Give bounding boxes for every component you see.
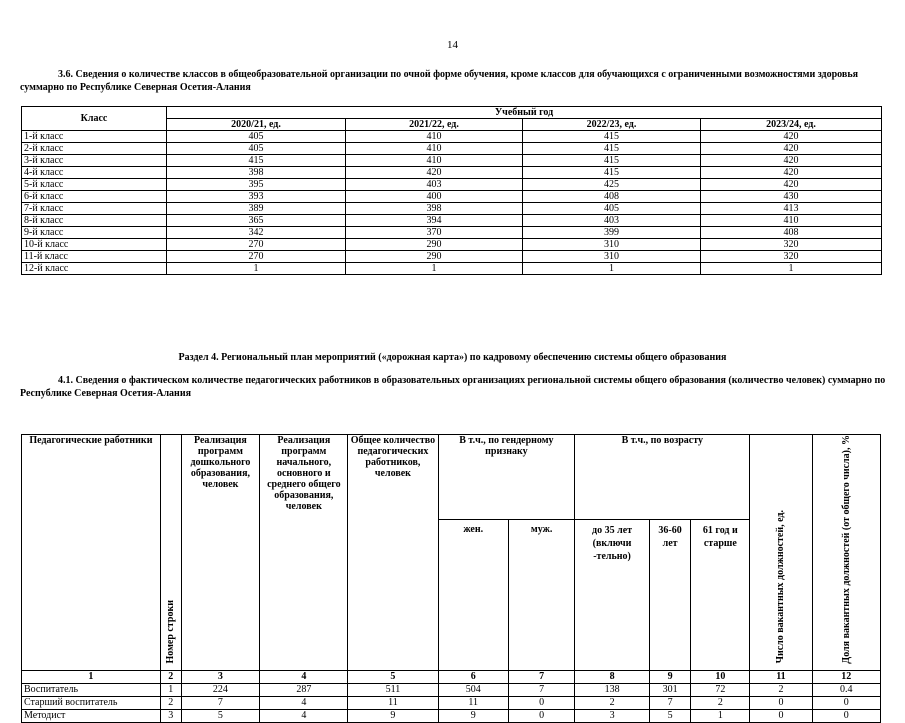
class-count-cell: 403 xyxy=(346,179,523,191)
class-count-cell: 1 xyxy=(523,263,701,275)
header-preschool: Реализация программ дошкольного образования, человек xyxy=(181,435,260,671)
value-cell: 0 xyxy=(812,696,880,709)
class-count-cell: 405 xyxy=(167,143,346,155)
class-name: 12-й класс xyxy=(22,263,167,275)
value-cell: 3 xyxy=(575,709,650,722)
class-name: 9-й класс xyxy=(22,227,167,239)
column-number: 12 xyxy=(812,670,880,683)
position-name: Методист xyxy=(22,709,161,722)
value-cell: 504 xyxy=(438,683,508,696)
value-cell: 5 xyxy=(181,709,260,722)
class-count-cell: 320 xyxy=(701,251,882,263)
table-row xyxy=(22,251,882,263)
value-cell: 0 xyxy=(750,709,812,722)
table-row xyxy=(22,155,882,167)
value-cell: 5 xyxy=(649,709,690,722)
value-cell: 7 xyxy=(181,696,260,709)
value-cell: 2 xyxy=(691,696,750,709)
value-cell: 224 xyxy=(181,683,260,696)
value-cell: 1 xyxy=(691,709,750,722)
class-count-cell: 408 xyxy=(523,191,701,203)
section-4-title: Раздел 4. Региональный план мероприятий («дорожная карта») по кадровому обеспечению системы общего образования xyxy=(178,352,727,363)
page-number: 14 xyxy=(447,39,458,51)
header-row-number-label: Номер строки xyxy=(165,600,177,664)
class-name: 4-й класс xyxy=(22,167,167,179)
table-row xyxy=(22,191,882,203)
value-cell: 511 xyxy=(348,683,438,696)
class-name: 6-й класс xyxy=(22,191,167,203)
table-row xyxy=(22,203,882,215)
table-row xyxy=(22,263,882,275)
class-count-cell: 420 xyxy=(701,179,882,191)
class-count-cell: 403 xyxy=(523,215,701,227)
classes-table xyxy=(21,106,882,275)
value-cell: 9 xyxy=(438,709,508,722)
class-name: 7-й класс xyxy=(22,203,167,215)
table-row xyxy=(22,143,882,155)
position-name: Старший воспитатель xyxy=(22,696,161,709)
table-row xyxy=(22,227,882,239)
header-age: В т.ч., по возрасту xyxy=(575,435,750,520)
class-count-cell: 1 xyxy=(167,263,346,275)
header-school-year: Учебный год xyxy=(167,107,882,119)
value-cell: 0 xyxy=(508,696,574,709)
class-count-cell: 400 xyxy=(346,191,523,203)
value-cell: 3 xyxy=(160,709,181,722)
value-cell: 0.4 xyxy=(812,683,880,696)
header-general: Реализация программ начального, основного и среднего общего образования, человек xyxy=(260,435,348,671)
class-count-cell: 1 xyxy=(346,263,523,275)
class-name: 11-й класс xyxy=(22,251,167,263)
class-count-cell: 310 xyxy=(523,239,701,251)
column-number: 11 xyxy=(750,670,812,683)
class-count-cell: 310 xyxy=(523,251,701,263)
class-count-cell: 410 xyxy=(346,155,523,167)
class-count-cell: 415 xyxy=(523,167,701,179)
class-count-cell: 290 xyxy=(346,251,523,263)
class-count-cell: 405 xyxy=(523,203,701,215)
class-count-cell: 420 xyxy=(701,143,882,155)
header-male: муж. xyxy=(508,520,574,671)
column-number: 8 xyxy=(575,670,650,683)
value-cell: 1 xyxy=(160,683,181,696)
table-row xyxy=(22,167,882,179)
column-number: 6 xyxy=(438,670,508,683)
class-count-cell: 395 xyxy=(167,179,346,191)
value-cell: 4 xyxy=(260,696,348,709)
header-year: 2022/23, ед. xyxy=(523,119,701,131)
value-cell: 138 xyxy=(575,683,650,696)
value-cell: 301 xyxy=(649,683,690,696)
header-vacant-share xyxy=(812,435,880,671)
class-count-cell: 270 xyxy=(167,239,346,251)
column-number: 10 xyxy=(691,670,750,683)
class-count-cell: 398 xyxy=(167,167,346,179)
class-count-cell: 420 xyxy=(701,155,882,167)
value-cell: 287 xyxy=(260,683,348,696)
column-number: 9 xyxy=(649,670,690,683)
header-vacant-label: Число вакантных должностей, ед. xyxy=(775,510,787,664)
class-name: 1-й класс xyxy=(22,131,167,143)
header-class: Класс xyxy=(22,107,167,131)
column-number: 5 xyxy=(348,670,438,683)
class-count-cell: 290 xyxy=(346,239,523,251)
value-cell: 0 xyxy=(508,709,574,722)
class-count-cell: 430 xyxy=(701,191,882,203)
class-count-cell: 415 xyxy=(523,155,701,167)
class-count-cell: 342 xyxy=(167,227,346,239)
header-age-61: 61 год и старше xyxy=(691,520,750,671)
header-female: жен. xyxy=(438,520,508,671)
header-year: 2021/22, ед. xyxy=(346,119,523,131)
class-count-cell: 415 xyxy=(523,131,701,143)
value-cell: 0 xyxy=(812,709,880,722)
section-3-6-title: 3.6. Сведения о количестве классов в общеобразовательной организации по очной форме обучения, кроме классов для обучающихся с ограниченными возможностями здоровья суммарно по Республике Северная Осетия-Алания xyxy=(20,69,859,93)
value-cell: 2 xyxy=(575,696,650,709)
value-cell: 0 xyxy=(750,696,812,709)
header-ped: Педагогические работники xyxy=(22,435,161,671)
table-row xyxy=(22,239,882,251)
teachers-table xyxy=(21,434,881,723)
class-count-cell: 405 xyxy=(167,131,346,143)
column-number: 7 xyxy=(508,670,574,683)
class-name: 2-й класс xyxy=(22,143,167,155)
table-row xyxy=(22,131,882,143)
value-cell: 11 xyxy=(348,696,438,709)
value-cell: 7 xyxy=(508,683,574,696)
class-count-cell: 425 xyxy=(523,179,701,191)
class-name: 5-й класс xyxy=(22,179,167,191)
value-cell: 7 xyxy=(649,696,690,709)
header-total: Общее количество педагогических работников, человек xyxy=(348,435,438,671)
class-count-cell: 394 xyxy=(346,215,523,227)
header-row-number xyxy=(160,435,181,671)
column-number: 1 xyxy=(22,670,161,683)
class-count-cell: 370 xyxy=(346,227,523,239)
header-gender: В т.ч., по гендерному признаку xyxy=(438,435,575,520)
header-age-36-60: 36-60 лет xyxy=(649,520,690,671)
class-count-cell: 420 xyxy=(701,167,882,179)
class-count-cell: 393 xyxy=(167,191,346,203)
column-number: 3 xyxy=(181,670,260,683)
class-count-cell: 410 xyxy=(701,215,882,227)
value-cell: 72 xyxy=(691,683,750,696)
class-name: 10-й класс xyxy=(22,239,167,251)
class-count-cell: 420 xyxy=(701,131,882,143)
class-count-cell: 413 xyxy=(701,203,882,215)
table-row xyxy=(22,215,882,227)
table-row xyxy=(22,683,881,696)
value-cell: 2 xyxy=(750,683,812,696)
class-count-cell: 1 xyxy=(701,263,882,275)
class-count-cell: 420 xyxy=(346,167,523,179)
class-count-cell: 270 xyxy=(167,251,346,263)
value-cell: 11 xyxy=(438,696,508,709)
column-numbers-row xyxy=(22,670,881,683)
header-vacant-share-label: Доля вакантных должностей (от общего числа), % xyxy=(840,435,852,664)
column-number: 4 xyxy=(260,670,348,683)
header-age-under35: до 35 лет (включи -тельно) xyxy=(575,520,650,671)
table-row xyxy=(22,709,881,722)
class-count-cell: 415 xyxy=(523,143,701,155)
class-count-cell: 408 xyxy=(701,227,882,239)
class-count-cell: 410 xyxy=(346,143,523,155)
header-vacant xyxy=(750,435,812,671)
table-row xyxy=(22,696,881,709)
class-count-cell: 398 xyxy=(346,203,523,215)
position-name: Воспитатель xyxy=(22,683,161,696)
class-count-cell: 365 xyxy=(167,215,346,227)
class-name: 8-й класс xyxy=(22,215,167,227)
section-4-1-title: 4.1. Сведения о фактическом количестве педагогических работников в образовательных организациях региональной системы общего образования (количество человек) суммарно по Республике Северная Осетия-Алания xyxy=(20,375,886,399)
value-cell: 2 xyxy=(160,696,181,709)
header-year: 2023/24, ед. xyxy=(701,119,882,131)
class-count-cell: 415 xyxy=(167,155,346,167)
header-year: 2020/21, ед. xyxy=(167,119,346,131)
value-cell: 4 xyxy=(260,709,348,722)
column-number: 2 xyxy=(160,670,181,683)
class-name: 3-й класс xyxy=(22,155,167,167)
class-count-cell: 320 xyxy=(701,239,882,251)
class-count-cell: 399 xyxy=(523,227,701,239)
table-row xyxy=(22,179,882,191)
class-count-cell: 389 xyxy=(167,203,346,215)
value-cell: 9 xyxy=(348,709,438,722)
class-count-cell: 410 xyxy=(346,131,523,143)
